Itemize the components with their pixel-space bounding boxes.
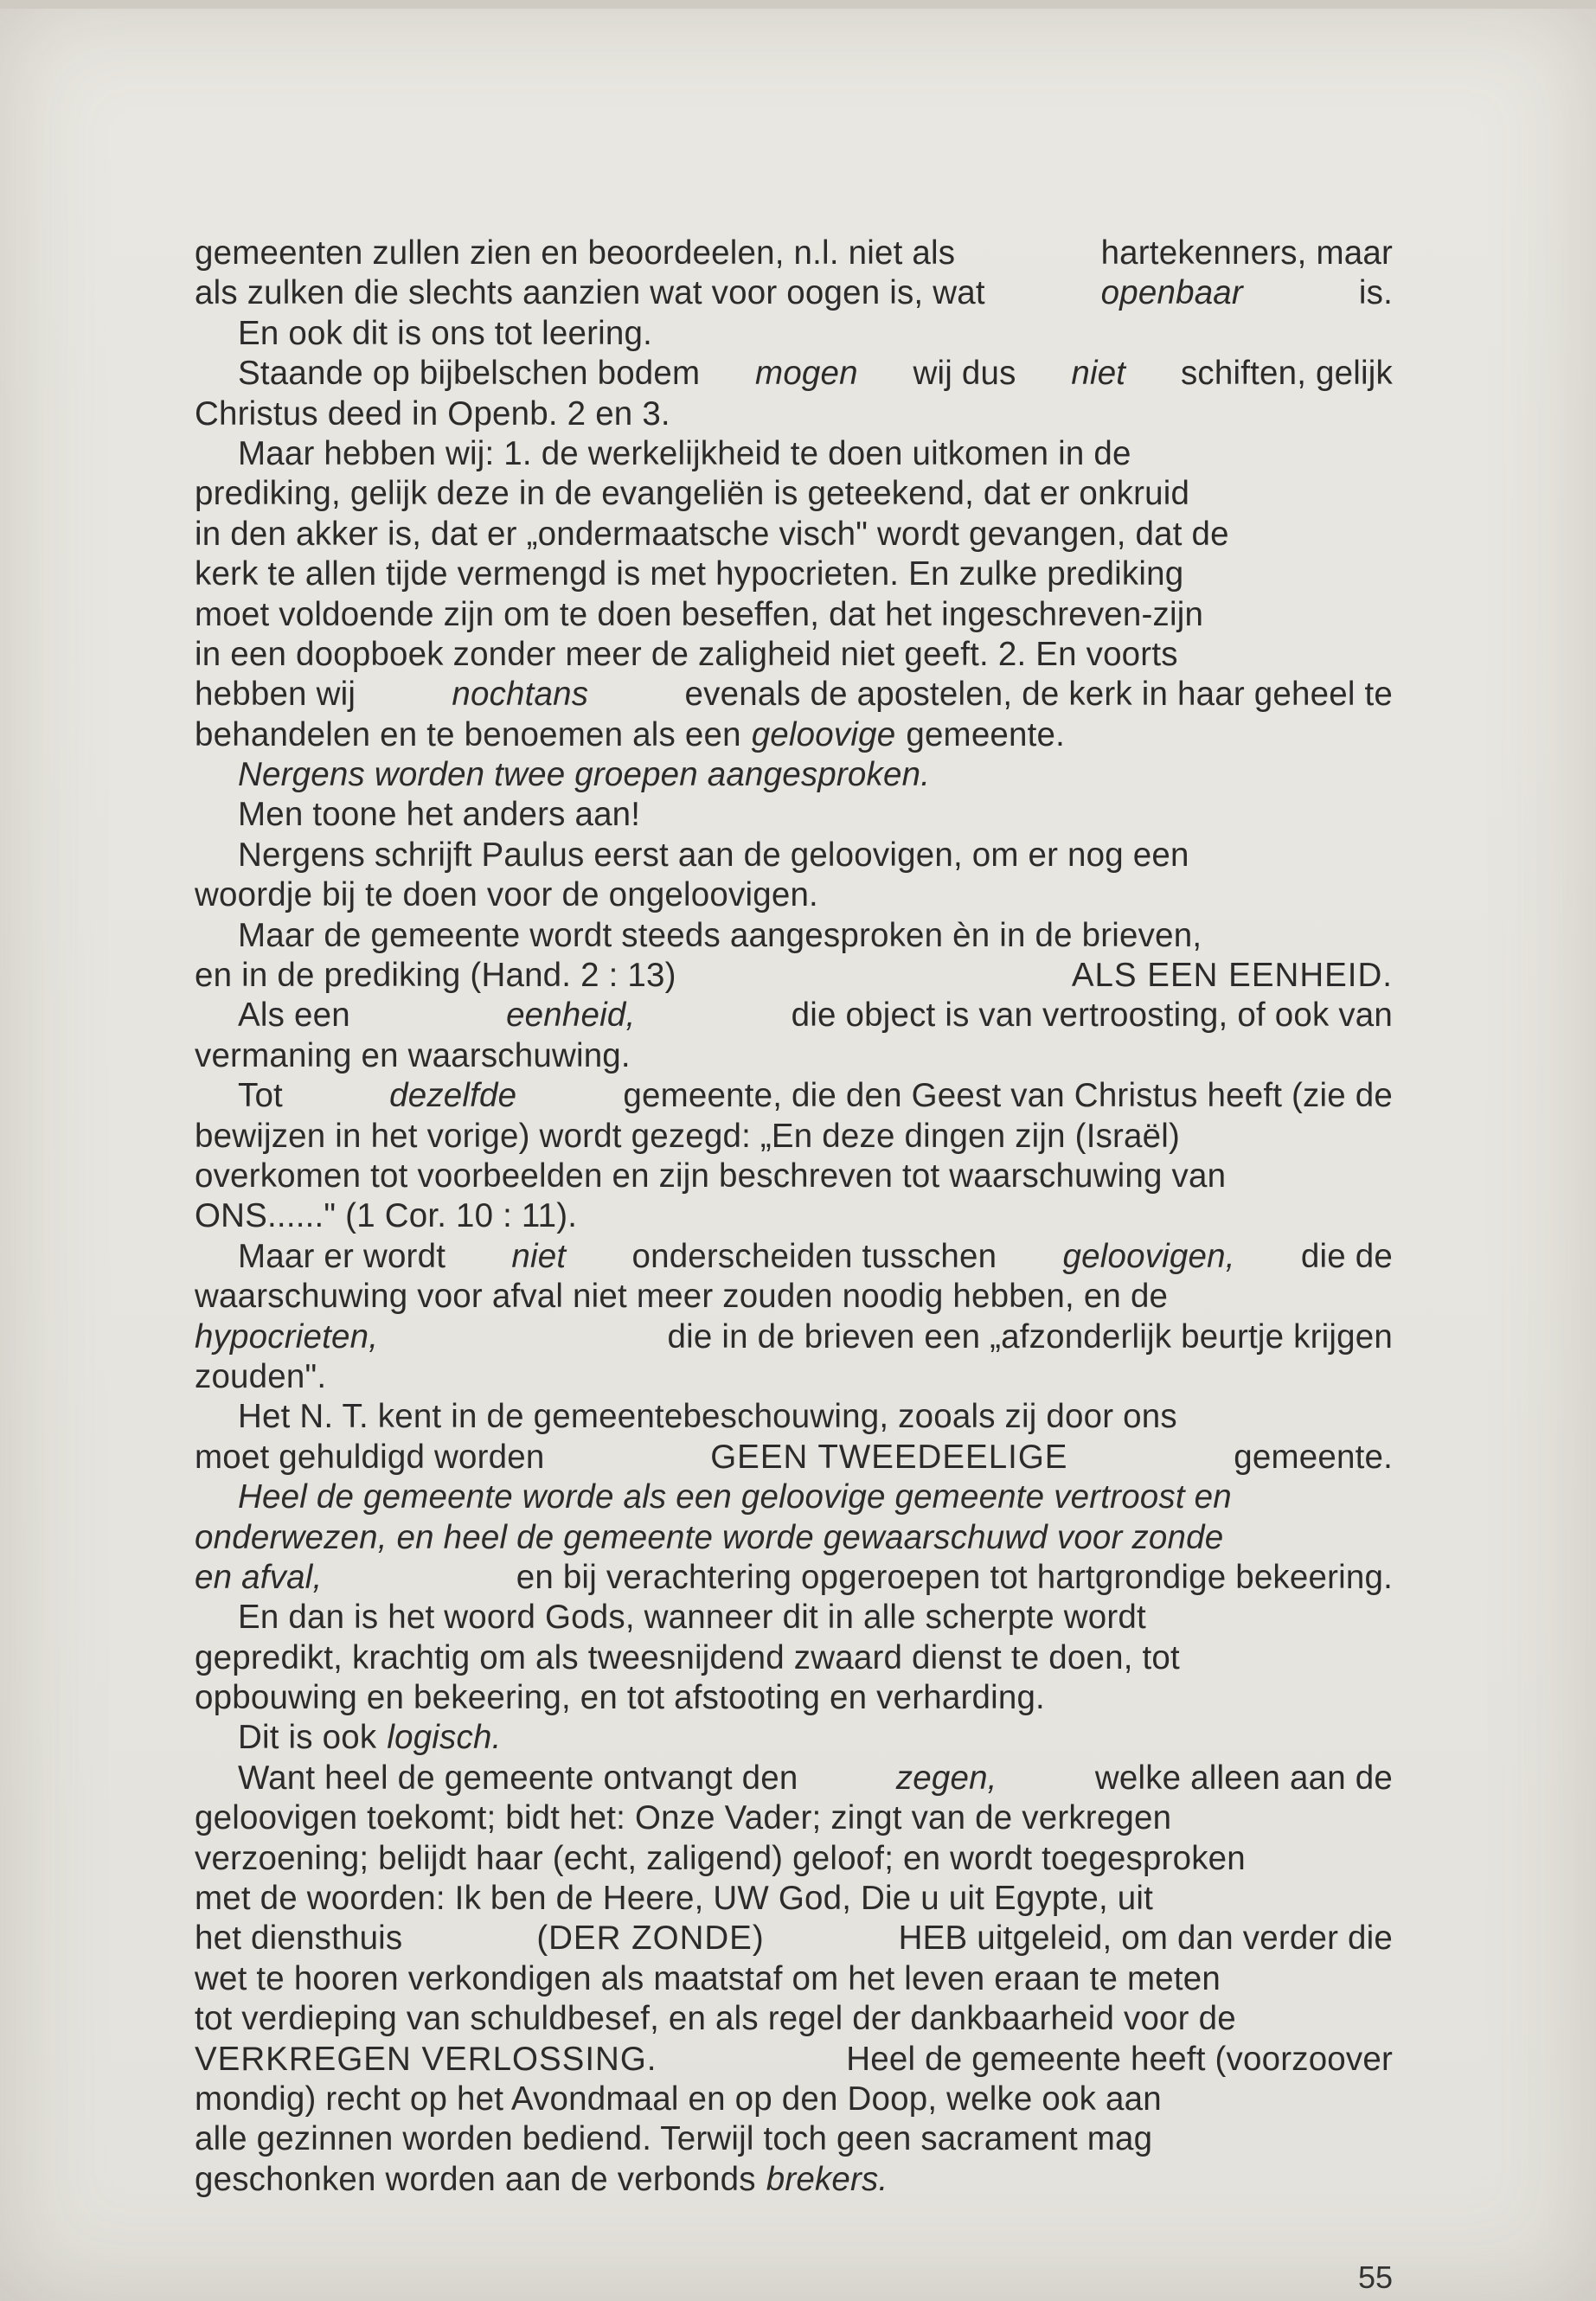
text-line: kerk te allen tijde vermengd is met hypocrieten. En zulke prediking — [195, 555, 1184, 593]
text-line: Staande op bijbelschen bodem mogen wij dus niet schiften, gelijk — [238, 355, 1393, 393]
text-line: in den akker is, dat er „ondermaatsche visch" wordt gevangen, dat de — [195, 515, 1229, 553]
text-line: en in de prediking (Hand. 2 : 13) ALS EEN EENHEID. — [195, 957, 1393, 995]
text-line: woordje bij te doen voor de ongeloovigen. — [195, 876, 818, 914]
text-line: als zulken die slechts aanzien wat voor oogen is, wat openbaar is. — [195, 274, 1393, 312]
text-line: in een doopboek zonder meer de zaligheid niet geeft. 2. En voorts — [195, 635, 1178, 673]
text-line: Maar hebben wij: 1. de werkelijkheid te doen uitkomen in de — [238, 434, 1131, 472]
text-line: Men toone het anders aan! — [238, 796, 641, 834]
text-line: zouden". — [195, 1357, 327, 1395]
text-line: Nergens worden twee groepen aangesproken. — [238, 756, 931, 794]
text-line: bewijzen in het vorige) wordt gezegd: „En deze dingen zijn (Israël) — [195, 1117, 1181, 1155]
text-line: Christus deed in Openb. 2 en 3. — [195, 394, 670, 433]
text-line: gepredikt, krachtig om als tweesnijdend zwaard dienst te doen, tot — [195, 1638, 1180, 1676]
page-number: 55 — [1357, 2259, 1393, 2295]
text-line: Dit is ook logisch. — [238, 1719, 502, 1757]
text-line: geschonken worden aan de verbonds brekers. — [195, 2160, 888, 2198]
text-line: ONS......" (1 Cor. 10 : 11). — [195, 1197, 578, 1235]
text-line: Tot dezelfde gemeente, die den Geest van Christus heeft (zie de — [238, 1077, 1393, 1115]
text-line: en afval, en bij verachtering opgeroepen tot hartgrondige bekeering. — [195, 1558, 1393, 1596]
text-line: Heel de gemeente worde als een geloovige gemeente vertroost en — [238, 1478, 1232, 1516]
text-line: vermaning en waarschuwing. — [195, 1036, 631, 1074]
text-line: tot verdieping van schuldbesef, en als regel der dankbaarheid voor de — [195, 2000, 1236, 2038]
text-line: mondig) recht op het Avondmaal en op den Doop, welke ook aan — [195, 2080, 1162, 2118]
text-line: verzoening; belijdt haar (echt, zaligend) geloof; en wordt toegesproken — [195, 1839, 1246, 1877]
text-line: gemeenten zullen zien en beoordeelen, n.l. niet als hartekenners, maar — [195, 234, 1393, 272]
text-line: waarschuwing voor afval niet meer zouden noodig hebben, en de — [195, 1278, 1169, 1316]
text-line: geloovigen toekomt; bidt het: Onze Vader; zingt van de verkregen — [195, 1799, 1172, 1837]
text-line: onderwezen, en heel de gemeente worde gewaarschuwd voor zonde — [195, 1518, 1224, 1556]
body-text — [195, 234, 1393, 2200]
text-line: het diensthuis (DER ZONDE) HEB uitgeleid, om dan verder die — [195, 1920, 1393, 1958]
text-line: hebben wij nochtans evenals de apostelen, de kerk in haar geheel te — [195, 676, 1393, 714]
text-line: VERKREGEN VERLOSSING. Heel de gemeente heeft (voorzoover — [195, 2040, 1393, 2078]
text-line: Nergens schrijft Paulus eerst aan de geloovigen, om er nog een — [238, 836, 1189, 874]
text-line: overkomen tot voorbeelden en zijn beschreven tot waarschuwing van — [195, 1157, 1227, 1195]
text-line: Het N. T. kent in de gemeentebeschouwing, zooals zij door ons — [238, 1398, 1177, 1436]
text-line: behandelen en te benoemen als een geloovige gemeente. — [195, 715, 1066, 753]
text-line: Maar er wordt niet onderscheiden tusschen geloovigen, die de — [238, 1237, 1393, 1275]
text-line: alle gezinnen worden bediend. Terwijl toch geen sacrament mag — [195, 2120, 1153, 2158]
text-line: En dan is het woord Gods, wanneer dit in alle scherpte wordt — [238, 1599, 1146, 1637]
text-line: opbouwing en bekeering, en tot afstooting en verharding. — [195, 1679, 1045, 1717]
text-line: moet voldoende zijn om te doen beseffen, dat het ingeschreven-zijn — [195, 595, 1204, 633]
text-line: met de woorden: Ik ben de Heere, UW God, Die u uit Egypte, uit — [195, 1880, 1154, 1918]
text-line: prediking, gelijk deze in de evangeliën is geteekend, dat er onkruid — [195, 475, 1190, 513]
text-line: En ook dit is ons tot leering. — [238, 314, 652, 352]
text-line: moet gehuldigd worden GEEN TWEEDEELIGE gemeente. — [195, 1438, 1393, 1476]
text-line: Want heel de gemeente ontvangt den zegen, welke alleen aan de — [238, 1759, 1393, 1797]
text-line: Als een eenheid, die object is van vertroosting, of ook van — [238, 997, 1393, 1035]
text-line: Maar de gemeente wordt steeds aangesproken èn in de brieven, — [238, 916, 1202, 954]
text-line: hypocrieten, die in de brieven een „afzonderlijk beurtje krijgen — [195, 1317, 1393, 1356]
page-top-edge — [0, 0, 1596, 9]
text-line: wet te hooren verkondigen als maatstaf om het leven eraan te meten — [195, 1959, 1221, 1997]
